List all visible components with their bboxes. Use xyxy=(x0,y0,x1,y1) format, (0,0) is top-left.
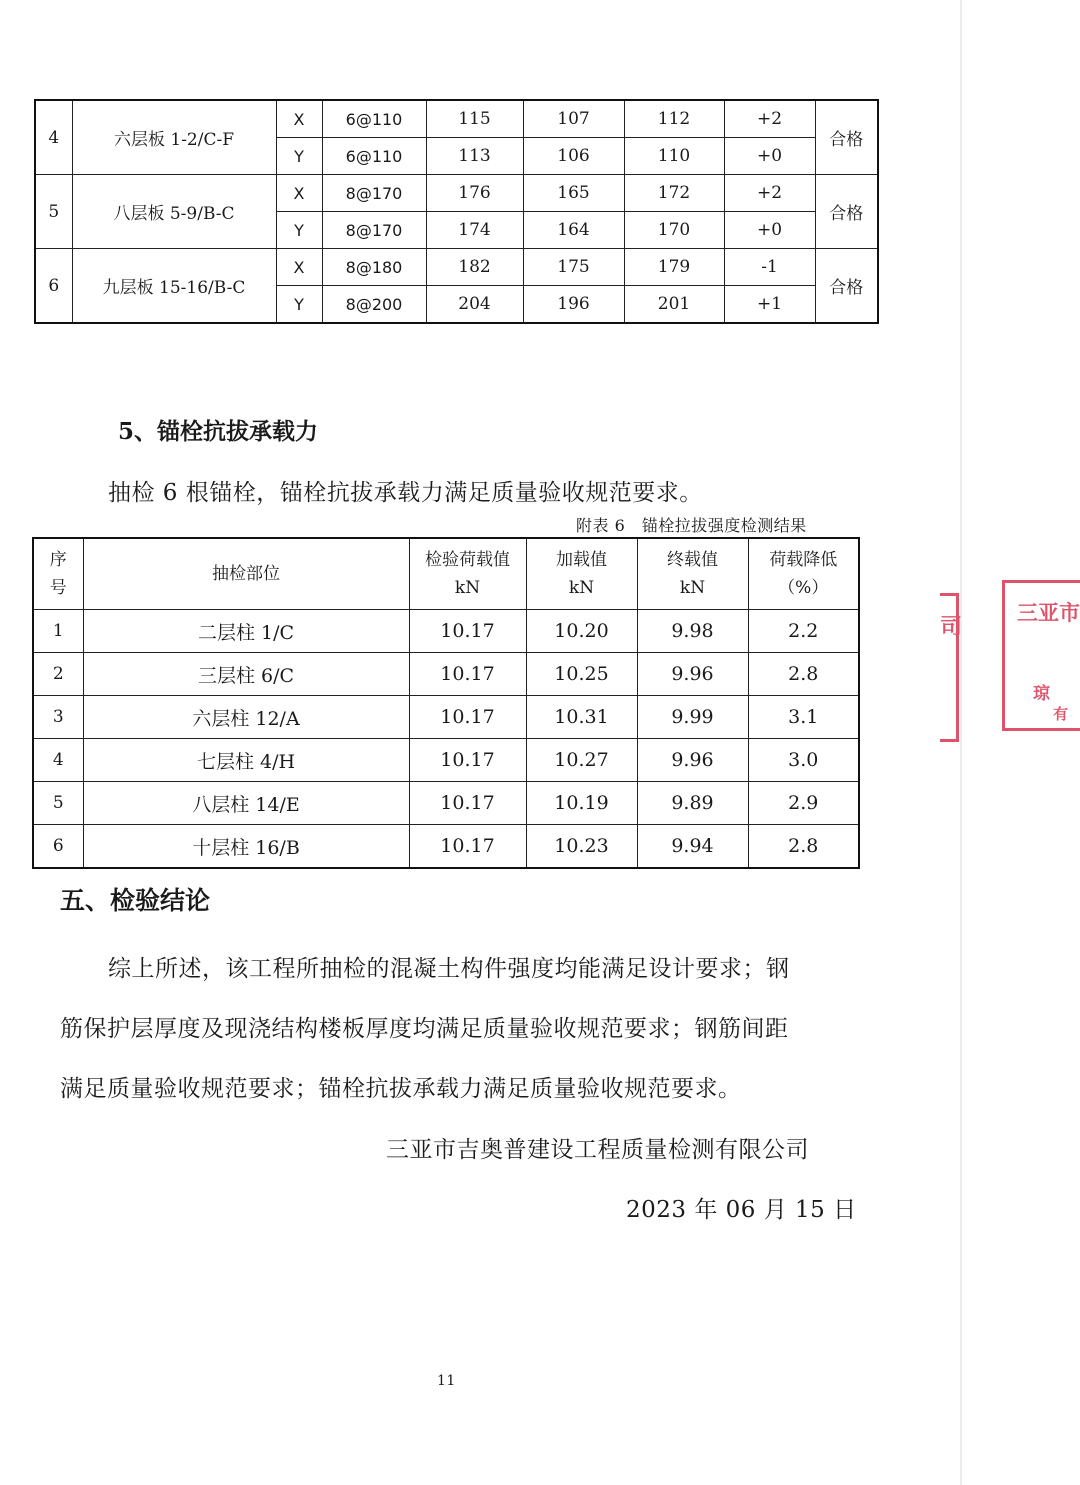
test-load-cell: 10.17 xyxy=(409,739,526,782)
row-index: 4 xyxy=(33,739,83,782)
measure-cell: 164 xyxy=(523,212,624,249)
test-load-cell: 10.17 xyxy=(409,782,526,825)
header-final xyxy=(637,538,748,610)
header-index-b: 号 xyxy=(49,578,67,598)
conclusion-line-3: 满足质量验收规范要求；锚栓抗拔承载力满足质量验收规范要求。 xyxy=(60,1076,742,1102)
row-location: 七层柱 4/H xyxy=(83,739,409,782)
measure-cell: 113 xyxy=(426,138,523,175)
final-cell: 9.96 xyxy=(637,653,748,696)
test-load-cell: 10.17 xyxy=(409,610,526,653)
table-row xyxy=(33,825,859,869)
result-cell: 合格 xyxy=(815,100,878,175)
table-header-row xyxy=(33,538,859,610)
final-cell: 9.98 xyxy=(637,610,748,653)
row-index: 6 xyxy=(35,249,72,324)
seal-text: 有 xyxy=(1053,705,1069,723)
deviation-cell: +1 xyxy=(724,286,815,324)
row-index: 5 xyxy=(35,175,72,249)
design-spacing-cell: 6@110 xyxy=(322,100,426,138)
header-applied xyxy=(526,538,637,610)
seal-text: 三亚市 xyxy=(1017,601,1080,625)
page-edge xyxy=(960,0,962,1485)
header-applied-b: kN xyxy=(568,578,595,598)
header-drop xyxy=(748,538,859,610)
design-spacing-cell: 8@170 xyxy=(322,175,426,212)
header-test-load xyxy=(409,538,526,610)
row-index: 4 xyxy=(35,100,72,175)
design-spacing-cell: 6@110 xyxy=(322,138,426,175)
row-location: 八层板 5-9/B-C xyxy=(72,175,276,249)
row-location: 六层板 1-2/C-F xyxy=(72,100,276,175)
header-index xyxy=(33,538,83,610)
final-cell: 9.89 xyxy=(637,782,748,825)
average-cell: 170 xyxy=(624,212,724,249)
deviation-cell: +2 xyxy=(724,175,815,212)
report-date: 2023 年 06 月 15 日 xyxy=(626,1197,857,1223)
measure-cell: 174 xyxy=(426,212,523,249)
seal-stamp-left xyxy=(940,593,963,742)
applied-cell: 10.20 xyxy=(526,610,637,653)
measure-cell: 196 xyxy=(523,286,624,324)
table-row xyxy=(35,175,878,212)
average-cell: 179 xyxy=(624,249,724,286)
seal-text: 琼 xyxy=(1033,684,1050,704)
section-paragraph: 抽检 6 根锚栓，锚栓抗拔承载力满足质量验收规范要求。 xyxy=(108,480,703,506)
measure-cell: 106 xyxy=(523,138,624,175)
deviation-cell: +0 xyxy=(724,212,815,249)
conclusion-heading: 五、检验结论 xyxy=(60,886,211,915)
rebar-spacing-table xyxy=(34,99,879,324)
row-location: 六层柱 12/A xyxy=(83,696,409,739)
table-row xyxy=(33,739,859,782)
drop-cell: 2.2 xyxy=(748,610,859,653)
header-drop-a: 荷载降低 xyxy=(769,550,838,570)
conclusion-line-1: 综上所述，该工程所抽检的混凝土构件强度均能满足设计要求；钢 xyxy=(108,956,790,982)
row-index: 1 xyxy=(33,610,83,653)
header-drop-b: （%） xyxy=(778,578,829,598)
row-location: 二层柱 1/C xyxy=(83,610,409,653)
table-row xyxy=(33,696,859,739)
test-load-cell: 10.17 xyxy=(409,825,526,869)
final-cell: 9.94 xyxy=(637,825,748,869)
design-spacing-cell: 8@170 xyxy=(322,212,426,249)
page-number: 11 xyxy=(437,1373,456,1389)
design-spacing-cell: 8@200 xyxy=(322,286,426,324)
applied-cell: 10.23 xyxy=(526,825,637,869)
conclusion-line-2: 筋保护层厚度及现浇结构楼板厚度均满足质量验收规范要求；钢筋间距 xyxy=(60,1016,789,1042)
measure-cell: 175 xyxy=(523,249,624,286)
table-row xyxy=(33,653,859,696)
table-row xyxy=(35,249,878,286)
row-location: 十层柱 16/B xyxy=(83,825,409,869)
row-location: 八层柱 14/E xyxy=(83,782,409,825)
header-location: 抽检部位 xyxy=(83,538,409,610)
seal-stamp-right xyxy=(1002,580,1080,731)
average-cell: 201 xyxy=(624,286,724,324)
header-final-b: kN xyxy=(679,578,706,598)
measure-cell: 107 xyxy=(523,100,624,138)
row-index: 3 xyxy=(33,696,83,739)
design-spacing-cell: 8@180 xyxy=(322,249,426,286)
average-cell: 112 xyxy=(624,100,724,138)
measure-cell: 115 xyxy=(426,100,523,138)
row-index: 5 xyxy=(33,782,83,825)
row-index: 6 xyxy=(33,825,83,869)
test-load-cell: 10.17 xyxy=(409,653,526,696)
measure-cell: 165 xyxy=(523,175,624,212)
seal-text: 司 xyxy=(940,615,963,640)
table-row xyxy=(33,782,859,825)
header-test-load-a: 检验荷载值 xyxy=(425,550,510,570)
direction-cell: Y xyxy=(276,286,322,324)
direction-cell: X xyxy=(276,100,322,138)
company-name: 三亚市吉奥普建设工程质量检测有限公司 xyxy=(386,1137,809,1163)
test-load-cell: 10.17 xyxy=(409,696,526,739)
header-final-a: 终载值 xyxy=(667,550,718,570)
header-index-a: 序 xyxy=(49,550,67,570)
drop-cell: 2.8 xyxy=(748,825,859,869)
row-location: 九层板 15-16/B-C xyxy=(72,249,276,324)
section-heading: 5、锚栓抗拔承载力 xyxy=(118,418,319,445)
measure-cell: 182 xyxy=(426,249,523,286)
table-row xyxy=(35,100,878,138)
direction-cell: Y xyxy=(276,212,322,249)
row-index: 2 xyxy=(33,653,83,696)
table-caption: 附表 6 锚栓拉拔强度检测结果 xyxy=(576,516,807,535)
direction-cell: X xyxy=(276,175,322,212)
deviation-cell: +2 xyxy=(724,100,815,138)
applied-cell: 10.19 xyxy=(526,782,637,825)
measure-cell: 176 xyxy=(426,175,523,212)
anchor-pullout-table xyxy=(32,537,860,869)
drop-cell: 2.8 xyxy=(748,653,859,696)
table-row xyxy=(33,610,859,653)
drop-cell: 2.9 xyxy=(748,782,859,825)
result-cell: 合格 xyxy=(815,249,878,324)
average-cell: 110 xyxy=(624,138,724,175)
deviation-cell: -1 xyxy=(724,249,815,286)
result-cell: 合格 xyxy=(815,175,878,249)
row-location: 三层柱 6/C xyxy=(83,653,409,696)
header-applied-a: 加载值 xyxy=(556,550,607,570)
direction-cell: X xyxy=(276,249,322,286)
direction-cell: Y xyxy=(276,138,322,175)
average-cell: 172 xyxy=(624,175,724,212)
drop-cell: 3.1 xyxy=(748,696,859,739)
deviation-cell: +0 xyxy=(724,138,815,175)
applied-cell: 10.31 xyxy=(526,696,637,739)
drop-cell: 3.0 xyxy=(748,739,859,782)
measure-cell: 204 xyxy=(426,286,523,324)
final-cell: 9.99 xyxy=(637,696,748,739)
header-test-load-b: kN xyxy=(454,578,481,598)
applied-cell: 10.27 xyxy=(526,739,637,782)
applied-cell: 10.25 xyxy=(526,653,637,696)
final-cell: 9.96 xyxy=(637,739,748,782)
